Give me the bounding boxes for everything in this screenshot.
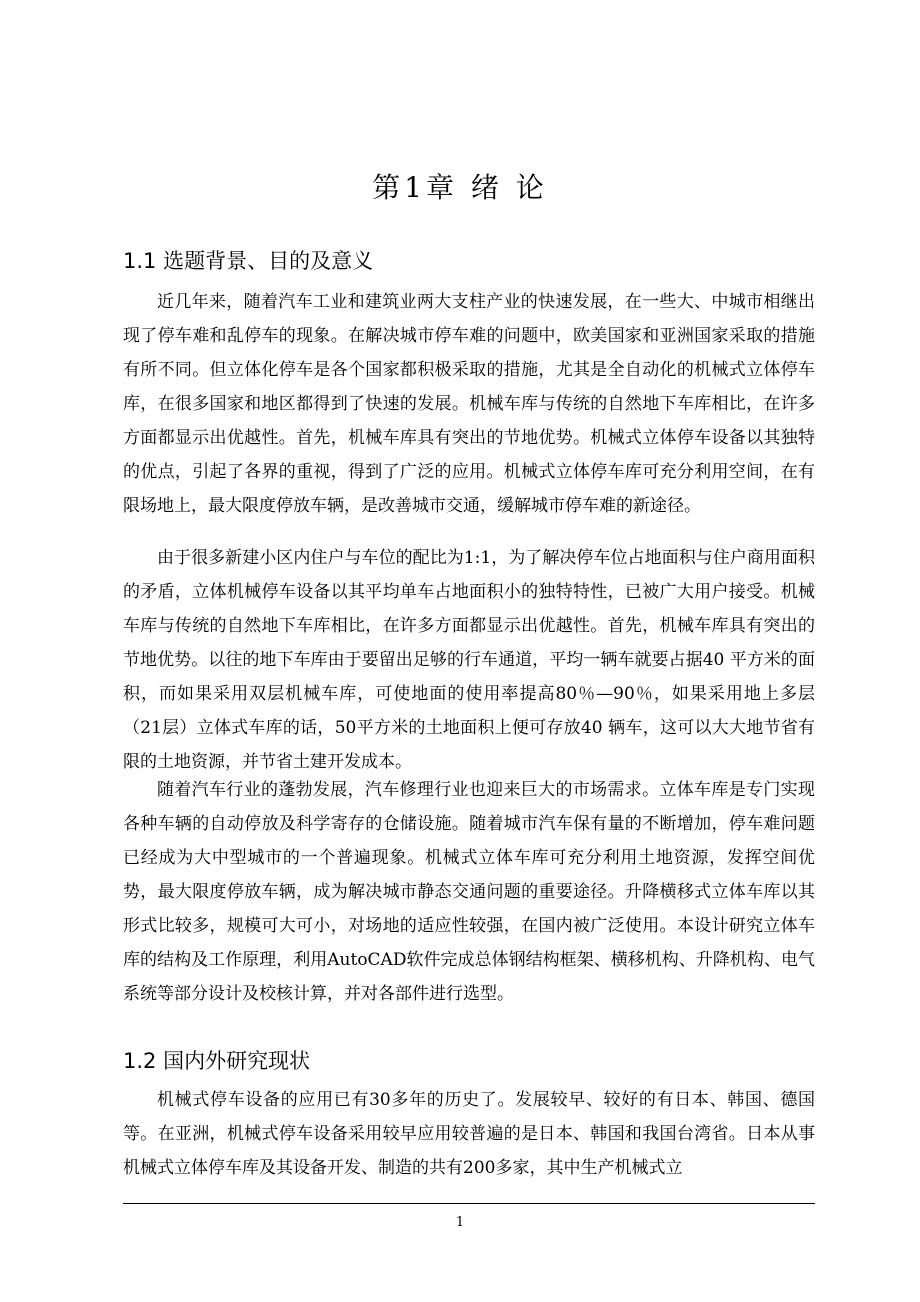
paragraph-1-2-a: 机械式停车设备的应用已有30多年的历史了。发展较早、较好的有日本、韩国、德国等。在亚洲，机械式停车设备采用较早应用较普遍的是日本、韩国和我国台湾省。日本从事机械式立体停车库及其设备开发、制造的共有200多家，其中生产机械式立 bbox=[123, 1090, 815, 1178]
paragraph-1-1-a: 近几年来，随着汽车工业和建筑业两大支柱产业的快速发展，在一些大、中城市相继出现了停车难和乱停车的现象。在解决城市停车难的问题中，欧美国家和亚洲国家采取的措施有所不同。但立体化停车是各个国家都积极采取的措施，尤其是全自动化的机械式立体停车库，在很多国家和地区都得到了快速的发展。机械车库与传统的自然地下车库相比，在许多方面都显示出优越性。首先，机械车库具有突出的节地优势。机械式立体停车设备以其独特的优点，引起了各界的重视，得到了广泛的应用。机械式立体停车库可充分利用空间，在有限场地上，最大限度停放车辆，是改善城市交通，缓解城市停车难的新途径。 bbox=[123, 292, 815, 516]
page-number: 1 bbox=[455, 1215, 465, 1230]
chapter-title: 第1章 绪 论 bbox=[372, 171, 548, 204]
section-heading-1-2: 1.2 国内外研究现状 bbox=[123, 1049, 311, 1073]
paragraph-1-1-b: 由于很多新建小区内住户与车位的配比为1:1，为了解决停车位占地面积与住户商用面积的矛盾，立体机械停车设备以其平均单车占地面积小的独特特性，已被广大用户接受。机械车库与传统的自然地下车库相比，在许多方面都显示出优越性。首先，机械车库具有突出的节地优势。以往的地下车库由于要留出足够的行车通道，平均一辆车就要占据40 平方米的面积，而如果采用双层机械车库，可使地面的使用率提高80％—90％，如果采用地上多层（21层）立体式车库的话，50平方米的土地面积上便可存放40 辆车，这可以大大地节省有限的土地资源，并节省土建开发成本。 bbox=[123, 548, 815, 772]
paragraph-1-1-c: 随着汽车行业的蓬勃发展，汽车修理行业也迎来巨大的市场需求。立体车库是专门实现各种车辆的自动停放及科学寄存的仓储设施。随着城市汽车保有量的不断增加，停车难问题已经成为大中型城市的一个普遍现象。机械式立体车库可充分利用土地资源，发挥空间优势，最大限度停放车辆，成为解决城市静态交通问题的重要途径。升降横移式立体车库以其形式比较多，规模可大可小，对场地的适应性较强，在国内被广泛使用。本设计研究立体车库的结构及工作原理，利用AutoCAD软件完成总体钢结构框架、横移机构、升降机构、电气系统等部分设计及校核计算，并对各部件进行选型。 bbox=[123, 780, 815, 1004]
section-heading-1-1: 1.1 选题背景、目的及意义 bbox=[123, 249, 374, 273]
footer-rule bbox=[123, 1203, 815, 1204]
